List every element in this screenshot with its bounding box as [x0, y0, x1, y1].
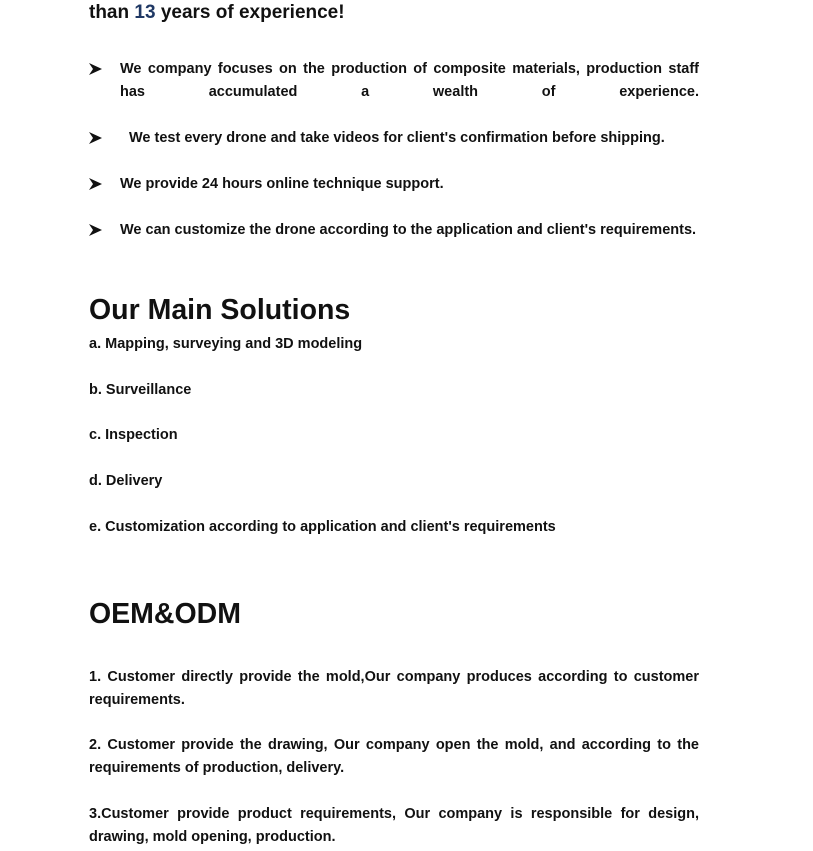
advantage-item-composite — [89, 58, 699, 104]
solution-item: e. Customization according to application and client's requirements — [89, 519, 556, 535]
advantage-item-customize — [89, 219, 699, 242]
solution-item: c. Inspection — [89, 427, 178, 443]
arrow-bullet-icon — [89, 219, 103, 242]
advantage-item-support — [89, 173, 699, 196]
advantage-item-testing — [89, 127, 699, 150]
arrow-bullet-icon — [89, 173, 103, 196]
oem-heading: OEM&ODM — [89, 598, 241, 630]
experience-suffix: years of experience! — [160, 2, 345, 23]
solution-item: b. Surveillance — [89, 382, 192, 398]
advantage-text: We company focuses on the production of composite materials, production staff has accumulated a wealth of experience. — [120, 61, 699, 100]
arrow-bullet-icon — [89, 58, 103, 81]
experience-years: 13 — [134, 2, 156, 23]
experience-line — [89, 2, 345, 24]
oem-item: 2. Customer provide the drawing, Our company open the mold, and according to the requirements of production, delivery. — [89, 737, 699, 776]
experience-prefix: than — [89, 2, 130, 23]
advantage-text: We can customize the drone according to the application and client's requirements. — [120, 222, 697, 238]
arrow-bullet-icon — [89, 127, 103, 150]
oem-item: 1. Customer directly provide the mold,Our company produces according to customer requirements. — [89, 669, 699, 708]
solution-item: a. Mapping, surveying and 3D modeling — [89, 336, 363, 352]
oem-item: 3.Customer provide product requirements, Our company is responsible for design, drawing, mold opening, production. — [89, 806, 699, 845]
advantage-text: We test every drone and take videos for client's confirmation before shipping. — [129, 130, 665, 146]
solutions-heading: Our Main Solutions — [89, 294, 351, 326]
advantage-text: We provide 24 hours online technique support. — [120, 176, 444, 192]
solution-item: d. Delivery — [89, 473, 163, 489]
